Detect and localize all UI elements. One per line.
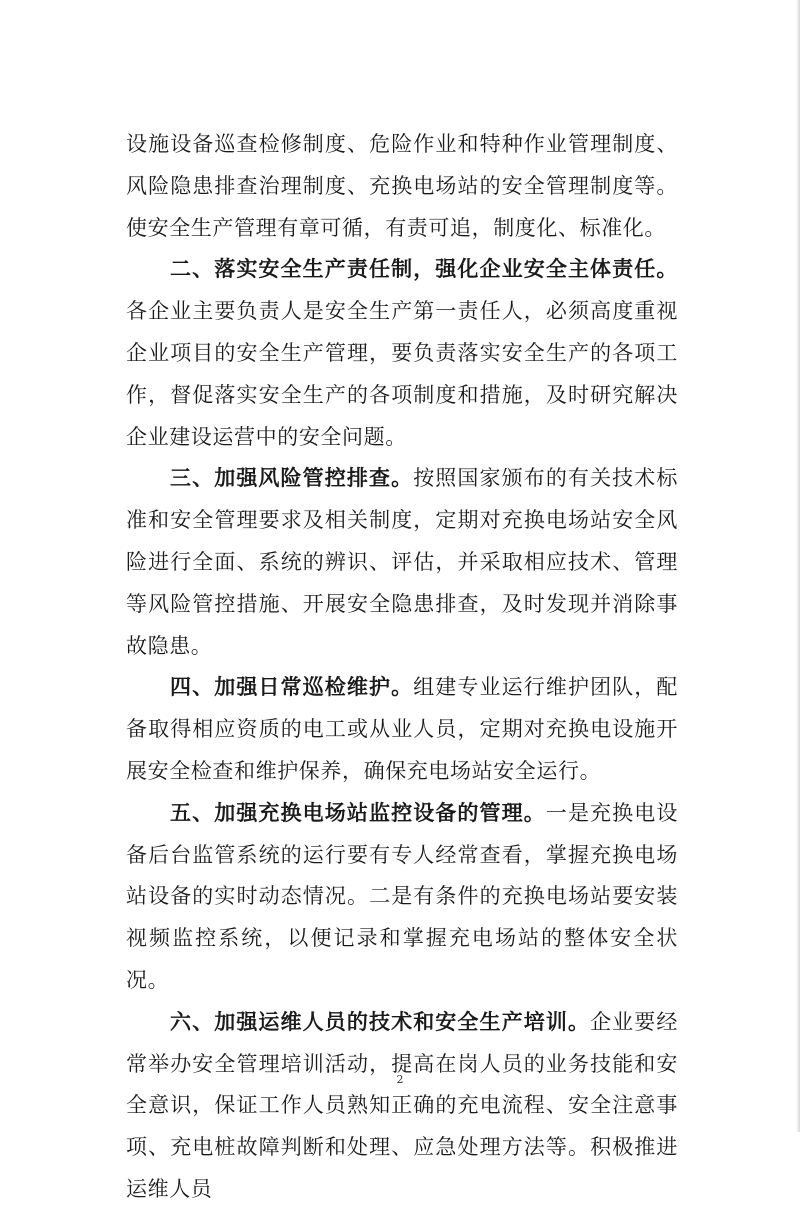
page-number: 2 — [396, 1073, 404, 1086]
paragraph-text: 设施设备巡查检修制度、危险作业和特种作业管理制度、风险隐患排查治理制度、充换电场站的安全管理制度等。使安全生产管理有章可循，有责可追，制度化、标准化。 — [126, 132, 678, 240]
paragraph-section-3 — [126, 458, 678, 667]
section-heading: 四、加强日常巡检维护。 — [170, 675, 414, 700]
section-heading: 三、加强风险管控排查。 — [170, 466, 414, 491]
paragraph-text: 企业要经常举办安全管理培训活动，提高在岗人员的业务技能和安全意识，保证工作人员熟知正确的充电流程、安全注意事项、充电桩故障判断和处理、应急处理方法等。积极推进运维人员 — [126, 1009, 678, 1201]
scan-edge-shadow — [796, 0, 800, 1132]
section-heading: 二、落实安全生产责任制，强化企业安全主体责任。 — [170, 257, 678, 282]
paragraph-section-6 — [126, 1002, 678, 1211]
paragraph-section-2 — [126, 249, 678, 458]
section-heading: 五、加强充换电场站监控设备的管理。 — [170, 800, 546, 825]
body-text — [126, 124, 678, 1211]
paragraph-section-5 — [126, 793, 678, 1002]
paragraph-text: 各企业主要负责人是安全生产第一责任人，必须高度重视企业项目的安全生产管理，要负责落实安全生产的各项工作，督促落实安全生产的各项制度和措施，及时研究解决企业建设运营中的安全问题。 — [126, 299, 678, 449]
paragraph-text: 组建专业运行维护团队，配备取得相应资质的电工或从业人员，定期对充换电设施开展安全检查和维护保养，确保充电场站安全运行。 — [126, 675, 678, 783]
paragraph-text: 一是充换电设备后台监管系统的运行要有专人经常查看，掌握充换电场站设备的实时动态情况。二是有条件的充换电场站要安装视频监控系统，以便记录和掌握充电场站的整体安全状况。 — [126, 800, 678, 992]
paragraph-section-4 — [126, 667, 678, 792]
section-heading: 六、加强运维人员的技术和安全生产培训。 — [170, 1009, 591, 1034]
paragraph-continuation — [126, 124, 678, 249]
paragraph-text: 按照国家颁布的有关技术标准和安全管理要求及相关制度，定期对充换电场站安全风险进行全面、系统的辨识、评估，并采取相应技术、管理等风险管控措施、开展安全隐患排查，及时发现并消除事故隐患。 — [126, 466, 678, 658]
